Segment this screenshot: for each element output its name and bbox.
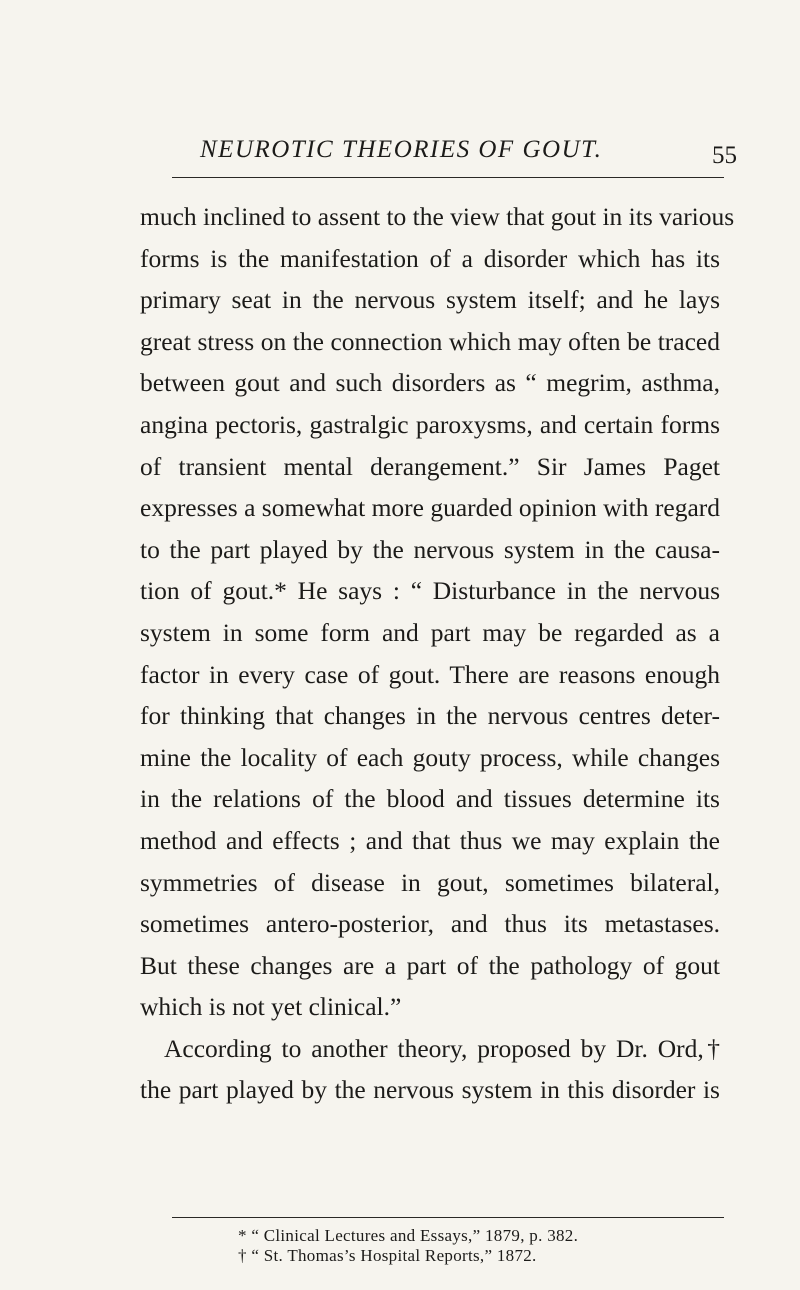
text-line: to the part played by the nervous system in the causa- xyxy=(140,534,720,564)
text-line: which is not yet clinical.” xyxy=(140,992,402,1022)
text-line: system in some form and part may be regarded as a xyxy=(140,617,720,647)
text-line: primary seat in the nervous system itself; and he lays xyxy=(140,285,720,315)
body-text xyxy=(140,196,735,1111)
text-line: factor in every case of gout. There are reasons enough xyxy=(140,659,720,689)
text-line: in the relations of the blood and tissues determine its xyxy=(140,784,720,814)
footnotes xyxy=(238,1226,718,1266)
footnote-dagger: † “ St. Thomas’s Hospital Reports,” 1872. xyxy=(238,1246,537,1265)
page-number: 55 xyxy=(712,142,737,169)
text-line: sometimes antero-posterior, and thus its metastases. xyxy=(140,909,720,939)
text-line: mine the locality of each gouty process, while changes xyxy=(140,742,720,772)
footnote-asterisk: * “ Clinical Lectures and Essays,” 1879, p. 382. xyxy=(238,1226,579,1245)
text-line: tion of gout.* He says : “ Disturbance in the nervous xyxy=(140,576,720,606)
text-line: between gout and such disorders as “ megrim, asthma, xyxy=(140,368,720,398)
header-rule xyxy=(172,177,724,178)
text-line: But these changes are a part of the pathology of gout xyxy=(140,950,720,980)
text-line: for thinking that changes in the nervous centres deter- xyxy=(140,701,720,731)
footnote-rule xyxy=(172,1217,724,1218)
text-line: angina pectoris, gastralgic paroxysms, and certain forms xyxy=(140,409,720,439)
running-head: NEUROTIC THEORIES OF GOUT. xyxy=(200,136,603,163)
text-line: forms is the manifestation of a disorder which has its xyxy=(140,243,720,273)
text-line: the part played by the nervous system in this disorder is xyxy=(140,1075,720,1105)
text-line: expresses a somewhat more guarded opinion with regard xyxy=(140,493,720,523)
paragraph-start-line: According to another theory, proposed by Dr. Ord,† xyxy=(164,1033,720,1063)
text-line: method and effects ; and that thus we may explain the xyxy=(140,825,720,855)
text-line: great stress on the connection which may often be traced xyxy=(140,326,720,356)
text-line: of transient mental derangement.” Sir James Paget xyxy=(140,451,720,481)
text-line: symmetries of disease in gout, sometimes bilateral, xyxy=(140,867,720,897)
text-line: much inclined to assent to the view that gout in its various xyxy=(140,202,735,231)
